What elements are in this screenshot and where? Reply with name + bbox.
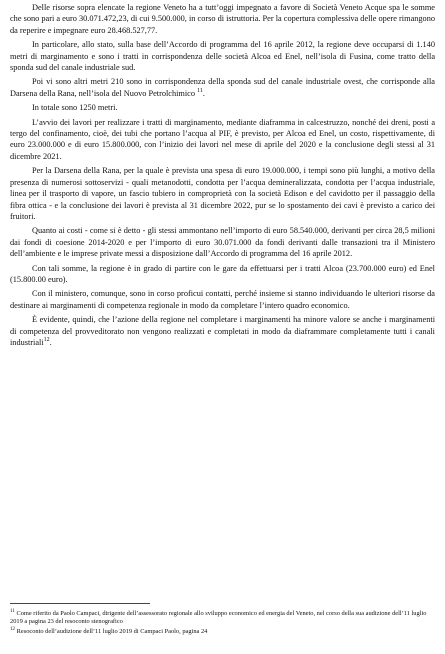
paragraph-3: Poi vi sono altri metri 210 sono in corrispondenza della sponda sud del canale industriale ovest, che corrisponde alla Darsena della Rana, nell’isola del Nuovo Petrolchimico $^{11}$. [10, 77, 435, 98]
footnote-12 [10, 626, 435, 636]
footnote-11 [10, 608, 435, 626]
paragraph-5: L’avvio dei lavori per realizzare i tratti di marginamento, mediante diaframma in calcestruzzo, nonché dei dreni, posti a tergo del confinamento, cioè, dei tubi che portano l’acqua al PIF, è previsto, per Alcoa ed Enel, un costo, rispettivamente, di euro 23.000.000 e di euro 15.800.000, con l’inizio dei lavori nel mese di aprile del 2020 e la conclusione degli stessi al 31 dicembre 2021. [10, 117, 435, 161]
footnote-12-text: Resoconto dell’audizione dell’11 luglio 2019 di Campaci Paolo, pagina 24 [16, 627, 208, 635]
paragraph-1: Delle risorse sopra elencate la regione Veneto ha a tutt’oggi impegnato a favore di Società Veneto Acque spa le somme che sono pari a euro 30.071.472,23, di cui 9.500.000, in corso di istruttoria. Per la copertura complessiva delle opere rimangono da reperire e impegnare euro 28.468.527,77. [10, 3, 435, 35]
footnote-ref-11: 11 [197, 88, 203, 95]
paragraph-9: Con il ministero, comunque, sono in corso proficui contatti, perché insieme si stanno individuando le ulteriori risorse da destinare ai marginamenti di competenza regionale in modo da completare l’intero quadro economico. [10, 289, 435, 310]
body-text [10, 2, 435, 348]
paragraph-8: Con tali somme, la regione è in grado di partire con le gare da effettuarsi per i tratti Alcoa (23.700.000 euro) ed Enel (15.800.00 euro). [10, 263, 435, 284]
footnote-ref-12: 12 [43, 337, 50, 344]
paragraph-7: Quanto ai costi - come si è detto - gli stessi ammontano nell’importo di euro 58.540.000, derivanti per circa 28,5 milioni dai fondi di coesione 2014-2020 e per l’importo di euro 30.071.000 da fondi derivanti dalle transazioni tra il Ministero dell’ambiente e le imprese private messi a disposizione dall’Accordo di programma del 16 aprile 2012. [10, 226, 435, 259]
paragraph-4: In totale sono 1250 metri. [32, 103, 118, 113]
paragraph-2: In particolare, allo stato, sulla base dell’Accordo di programma del 16 aprile 2012, la regione deve occuparsi di 1.140 metri di marginamento e sono i tratti in corrispondenza delle società Alcoa ed Enel, nell’isola di Fusina, come tratto della sponda sud del canale industriale sud. [10, 40, 435, 73]
footnotes [10, 608, 435, 636]
paragraph-10: È evidente, quindi, che l’azione della regione nel completare i marginamenti ha minore valore se anche i marginamenti di competenza del provveditorato non vengono realizzati e completati in modo da diaframmare completamente tutti i canali industriali$^{12}$. [10, 315, 435, 347]
paragraph-3-text: Poi vi sono altri metri 210 sono in corrispondenza della sponda sud del canale industriale ovest, che corrisponde alla Darsena della Rana, nell’isola del Nuovo Petrolchimico [10, 77, 435, 98]
footnote-12-number: 12 [10, 626, 15, 632]
paragraph-10-text: È evidente, quindi, che l’azione della regione nel completare i marginamenti ha minore valore se anche i marginamenti di competenza del provveditorato non vengono realizzati e completati in modo da diaframmare completamente tutti i canali industriali [10, 315, 435, 347]
paragraph-6: Per la Darsena della Rana, per la quale è prevista una spesa di euro 19.000.000, i tempi sono più lunghi, a motivo della presenza di numerosi sottoservizi - quali metanodotti, condotta per l’acqua demineralizzata, condotta per l’acqua industriale, linea per il trasporto di vapore, un fascio tubiero in comproprietà con la società Edison e del cavidotto per il passaggio della fibra ottica - e la conclusione dei lavori è prevista al 31 dicembre 2022, pur se lo spostamento dei cavi è previsto a carico dei fruitori. [10, 166, 435, 221]
footnote-11-number: 11 [10, 609, 15, 614]
footnote-11-text: Come riferito da Paolo Campaci, dirigente dell’assessorato regionale allo sviluppo economico ed energia del Veneto, nel corso della sua audizione dell’11 luglio 2019 a pagina 23 del resoconto stenografico [10, 610, 427, 625]
footnote-divider [10, 603, 150, 604]
